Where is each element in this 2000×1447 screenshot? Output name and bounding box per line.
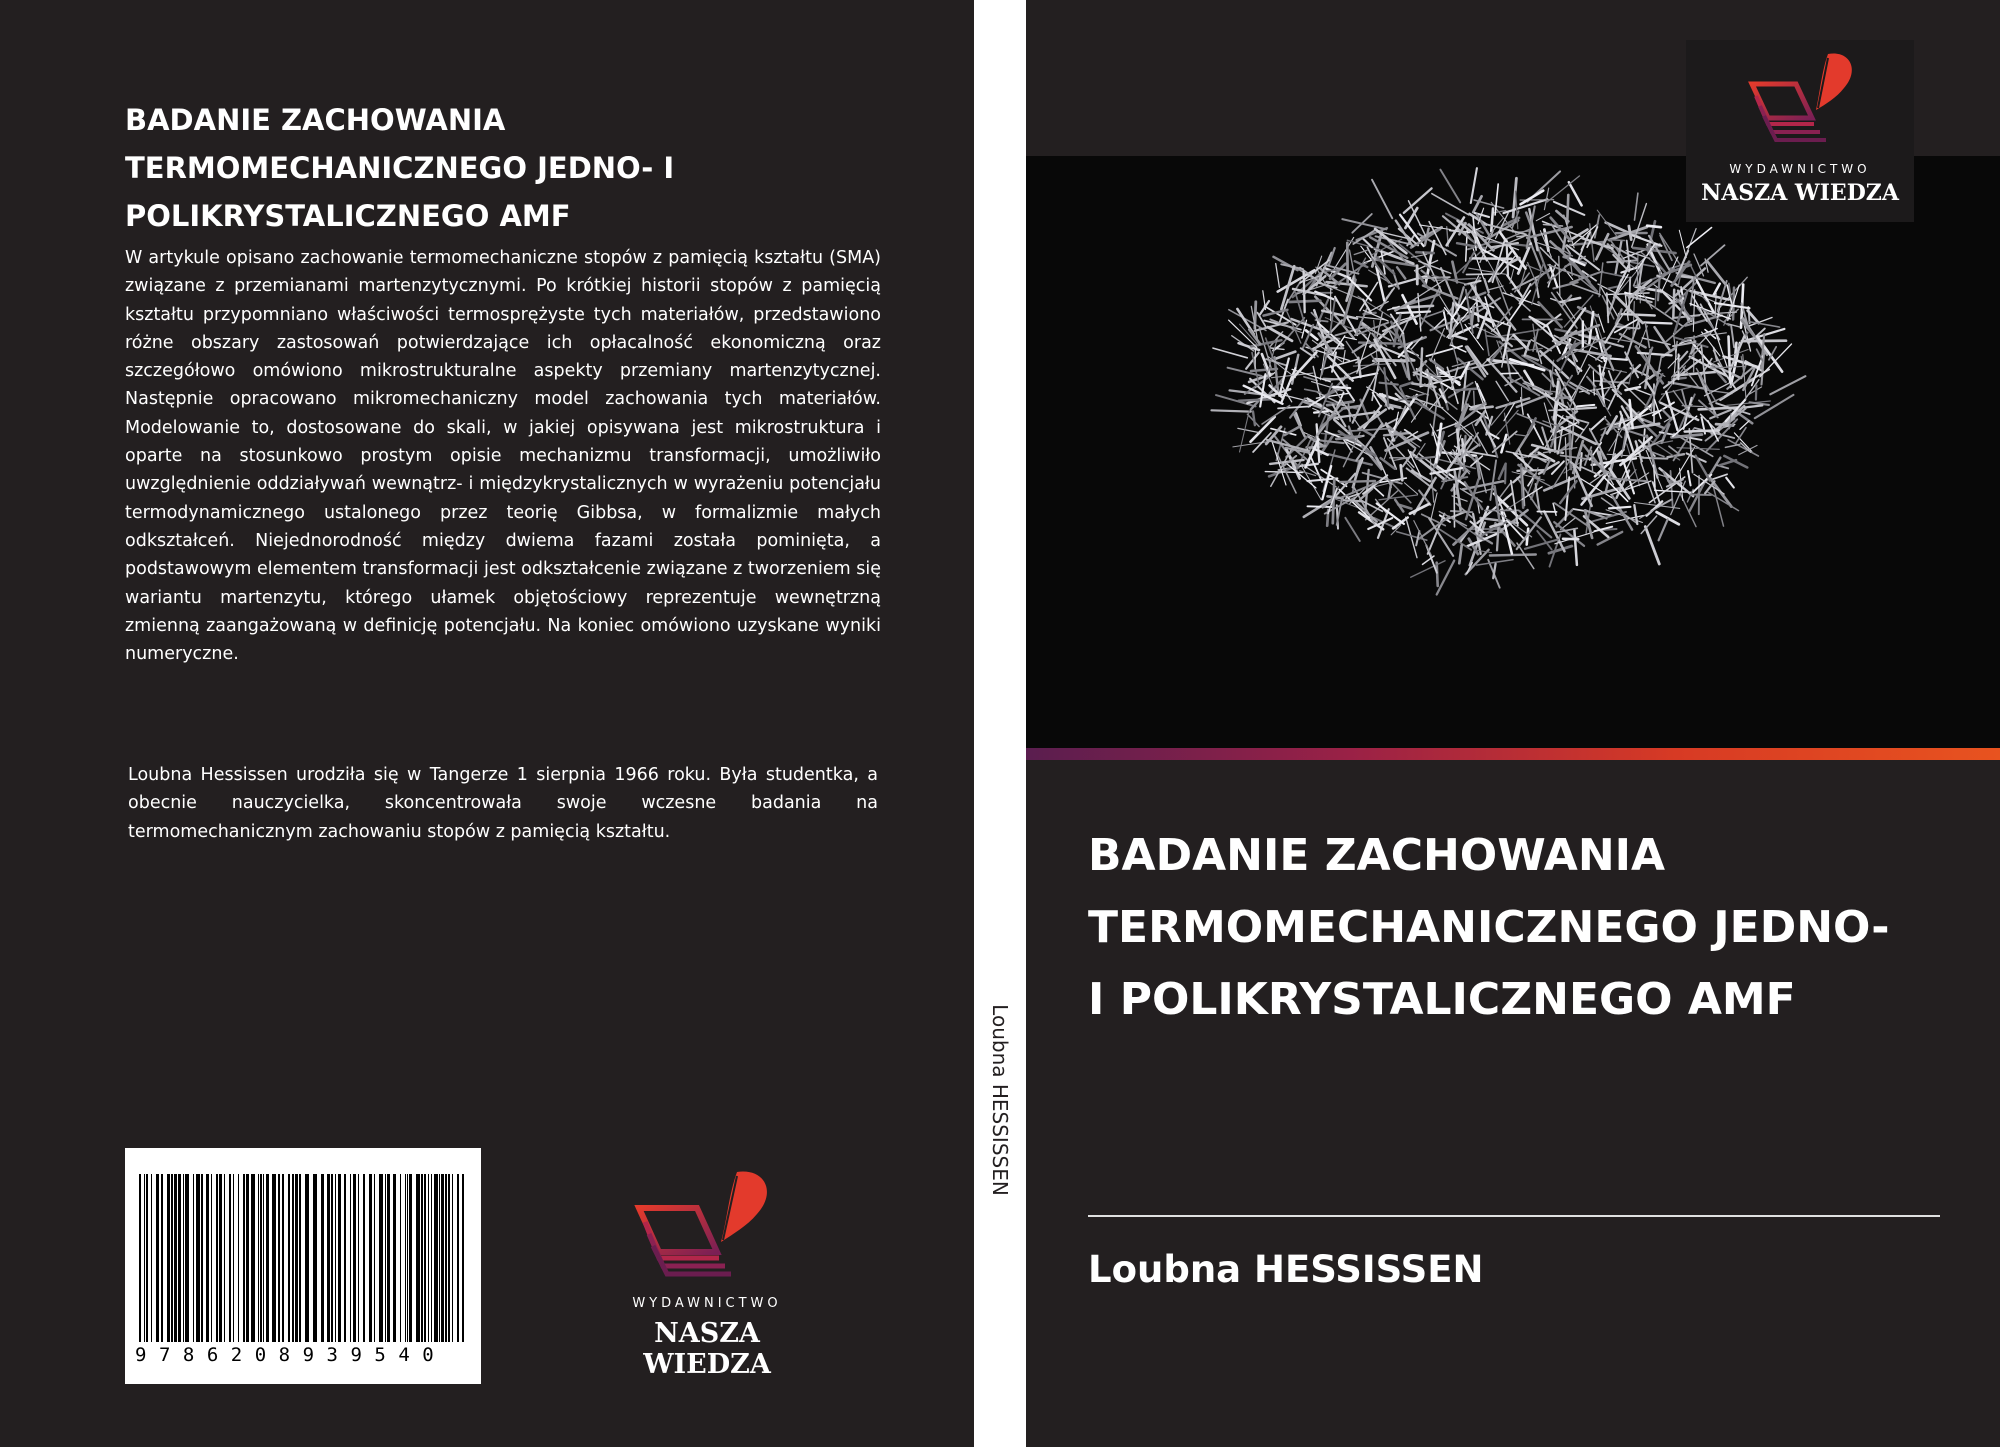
wire-segment	[1485, 329, 1489, 355]
barcode-bar	[224, 1174, 225, 1342]
wire-segment	[1716, 334, 1727, 367]
wire-segment	[1525, 540, 1558, 549]
wire-segment	[1750, 402, 1769, 405]
wire-segment	[1372, 180, 1392, 219]
publisher-logo-front	[1686, 40, 1914, 222]
barcode-bar	[393, 1174, 396, 1342]
barcode-bar	[196, 1174, 200, 1342]
barcode-bar	[185, 1174, 189, 1342]
wire-segment	[1655, 288, 1656, 308]
wire-segment	[1591, 382, 1611, 416]
barcode-bar	[431, 1174, 432, 1342]
wire-segment	[1333, 387, 1350, 388]
wire-segment	[1680, 276, 1693, 278]
barcode-bar	[167, 1174, 170, 1342]
wire-segment	[1497, 528, 1498, 550]
wire-segment	[1602, 358, 1628, 360]
barcode-bar	[327, 1174, 330, 1342]
wire-segment	[1616, 327, 1639, 329]
publisher-name-big: NASZA WIEDZA	[1701, 180, 1899, 206]
barcode-bar	[448, 1174, 450, 1342]
wire-segment	[1645, 527, 1659, 564]
author-bio: Loubna Hessissen urodziła się w Tangerze 1 sierpnia 1966 roku. Była studentka, a obecnie nauczycielka, skoncentrowała swoje wczesne badania na termomechanicznym zachowaniu stopów z pamięcią kształtu.	[128, 765, 878, 842]
wire-segment	[1437, 279, 1476, 281]
publisher-logo	[587, 1160, 827, 1380]
barcode-bar	[457, 1174, 459, 1342]
barcode-bar	[219, 1174, 222, 1342]
barcode-bar	[452, 1174, 453, 1342]
wire-segment	[1374, 487, 1383, 496]
wire-segment	[1393, 518, 1408, 529]
barcode-bar	[407, 1174, 408, 1342]
barcode-bar	[183, 1174, 184, 1342]
barcode-bar	[428, 1174, 429, 1342]
wire-segment	[1514, 335, 1528, 349]
barcode-bar	[445, 1174, 447, 1342]
barcode-bar	[216, 1174, 218, 1342]
barcode-bar	[358, 1174, 359, 1342]
barcode-bar	[295, 1174, 298, 1342]
wire-mesh	[1212, 168, 1806, 594]
wire-segment	[1384, 433, 1410, 435]
wire-segment	[1740, 421, 1749, 430]
book-quill-icon	[1686, 40, 1914, 158]
barcode-bar	[233, 1174, 234, 1342]
spine-author: Loubna HESSISSEN	[988, 1004, 1012, 1196]
wire-segment	[1275, 352, 1295, 359]
barcode-bar	[251, 1174, 255, 1342]
wire-segment	[1414, 521, 1432, 557]
wire-segment	[1574, 529, 1577, 565]
wire-segment	[1340, 481, 1375, 482]
wire-segment	[1634, 389, 1651, 396]
publisher-name-small: WYDAWNICTWO	[1729, 162, 1871, 176]
wire-segment	[1673, 290, 1674, 318]
wire-segment	[1295, 292, 1304, 322]
wire-segment	[1637, 252, 1638, 287]
wire-segment	[1731, 325, 1734, 347]
wire-segment	[1725, 444, 1739, 447]
wire-segment	[1597, 210, 1617, 237]
wire-segment	[1556, 510, 1572, 527]
wire-segment	[1599, 263, 1603, 297]
barcode-bar	[405, 1174, 406, 1342]
wire-segment	[1569, 182, 1582, 205]
wire-segment	[1343, 351, 1345, 364]
wire-segment	[1278, 406, 1310, 408]
wire-segment	[1726, 478, 1734, 488]
barcode-bar	[335, 1174, 336, 1342]
wire-segment	[1455, 389, 1478, 391]
wire-segment	[1609, 507, 1630, 509]
wire-segment	[1329, 454, 1372, 464]
wire-segment	[1756, 385, 1757, 399]
isbn-digits: 9786208939540	[135, 1344, 447, 1366]
barcode-bar	[441, 1174, 444, 1342]
barcode-bar	[156, 1174, 159, 1342]
wire-segment	[1491, 209, 1493, 232]
wire-segment	[1609, 478, 1648, 481]
back-cover-title	[125, 96, 885, 240]
wire-segment	[1701, 245, 1725, 265]
wire-segment	[1563, 539, 1578, 540]
barcode-bar	[178, 1174, 181, 1342]
barcode-bar	[282, 1174, 284, 1342]
wire-segment	[1459, 545, 1461, 563]
barcode-bar	[462, 1174, 464, 1342]
barcode-bar	[353, 1174, 356, 1342]
barcode-bar	[238, 1174, 239, 1342]
barcode-bar	[299, 1174, 301, 1342]
wire-segment	[1350, 373, 1378, 378]
wire-segment	[1401, 465, 1403, 480]
gradient-stripe	[1026, 748, 2000, 760]
wire-segment	[1368, 302, 1388, 313]
barcode-bar	[193, 1174, 194, 1342]
barcode-bar	[243, 1174, 245, 1342]
barcode-bar	[174, 1174, 177, 1342]
wire-segment	[1644, 322, 1672, 323]
wire-segment	[1659, 519, 1668, 540]
wire-segment	[1680, 492, 1697, 526]
wire-segment	[1663, 410, 1672, 419]
wire-segment	[1475, 382, 1490, 424]
barcode-bar	[151, 1174, 152, 1342]
wire-segment	[1472, 306, 1474, 324]
wire-segment	[1641, 516, 1656, 534]
back-title-line: BADANIE ZACHOWANIA	[125, 103, 506, 137]
front-title-line: I POLIKRYSTALICZNEGO AMF	[1088, 974, 1796, 1025]
front-cover	[1026, 0, 2000, 1447]
barcode-bar	[201, 1174, 203, 1342]
wire-segment	[1437, 563, 1438, 586]
wire-segment	[1501, 373, 1518, 374]
wire-segment	[1577, 405, 1594, 407]
wire-segment	[1348, 428, 1392, 431]
wire-segment	[1553, 503, 1556, 515]
wire-segment	[1687, 228, 1712, 248]
wire-segment	[1493, 431, 1517, 452]
wire-segment	[1440, 170, 1460, 203]
wire-segment	[1720, 460, 1736, 465]
barcode-bar	[229, 1174, 231, 1342]
barcode-bar	[385, 1174, 386, 1342]
wire-segment	[1421, 348, 1423, 384]
wire-segment	[1344, 500, 1363, 501]
barcode-bar	[313, 1174, 317, 1342]
wire-segment	[1455, 336, 1467, 339]
wire-segment	[1688, 471, 1691, 485]
wire-segment	[1770, 376, 1805, 394]
wire-segment	[1673, 342, 1695, 346]
wire-segment	[1605, 239, 1625, 240]
isbn-barcode	[125, 1148, 481, 1384]
wire-segment	[1552, 293, 1577, 328]
wire-segment	[1240, 411, 1250, 452]
wire-segment	[1213, 348, 1247, 358]
wire-segment	[1239, 399, 1271, 400]
barcode-bar	[338, 1174, 341, 1342]
wire-segment	[1747, 387, 1761, 396]
wire-segment	[1516, 435, 1528, 437]
barcode-bar	[211, 1174, 212, 1342]
barcode-bar	[439, 1174, 440, 1342]
wire-segment	[1657, 512, 1679, 524]
wire-segment	[1602, 498, 1638, 524]
barcode-bar	[139, 1174, 141, 1342]
wire-segment	[1304, 271, 1305, 312]
front-cover-title	[1088, 820, 1968, 1036]
wire-segment	[1308, 506, 1334, 507]
wire-segment	[1547, 433, 1570, 442]
barcode-bar	[266, 1174, 269, 1342]
barcode-bar	[278, 1174, 280, 1342]
wire-segment	[1687, 229, 1696, 252]
barcode-bar	[263, 1174, 264, 1342]
divider	[1088, 1215, 1940, 1217]
wire-segment	[1253, 412, 1255, 426]
wire-segment	[1420, 225, 1451, 230]
wire-segment	[1598, 532, 1623, 545]
wire-segment	[1347, 240, 1379, 249]
wire-segment	[1537, 531, 1552, 550]
barcode-bar	[409, 1174, 412, 1342]
wire-segment	[1635, 193, 1638, 220]
wire-segment	[1432, 194, 1469, 215]
barcode-bar	[331, 1174, 333, 1342]
publisher-name-small: WYDAWNICTWO	[632, 1296, 782, 1311]
wire-segment	[1607, 293, 1609, 322]
wire-segment	[1404, 483, 1417, 494]
barcode-bar	[146, 1174, 148, 1342]
barcode-bar	[292, 1174, 294, 1342]
wire-segment	[1490, 555, 1536, 556]
barcode-bar	[350, 1174, 351, 1342]
brain-sculpture-icon	[1026, 156, 2000, 748]
barcode-bar	[161, 1174, 163, 1342]
wire-segment	[1262, 406, 1290, 424]
barcode-bar	[246, 1174, 249, 1342]
barcode-bar	[344, 1174, 346, 1342]
wire-segment	[1379, 495, 1417, 500]
wire-segment	[1691, 495, 1711, 496]
front-title-line: TERMOMECHANICZNEGO JEDNO-	[1088, 902, 1890, 953]
wire-brain-image	[1026, 156, 2000, 748]
barcode-bar	[421, 1174, 423, 1342]
wire-segment	[1563, 355, 1581, 371]
wire-segment	[1724, 304, 1733, 326]
wire-segment	[1603, 371, 1621, 398]
barcode-bar	[288, 1174, 290, 1342]
front-title-line: BADANIE ZACHOWANIA	[1088, 830, 1666, 881]
barcode-bar	[305, 1174, 309, 1342]
book-quill-icon	[587, 1160, 827, 1290]
wire-segment	[1471, 168, 1477, 203]
wire-segment	[1276, 264, 1280, 288]
wire-segment	[1410, 389, 1429, 395]
wire-segment	[1480, 418, 1495, 447]
barcode-bar	[400, 1174, 401, 1342]
barcode-bar	[434, 1174, 438, 1342]
barcode-bar	[258, 1174, 259, 1342]
back-title-line: POLIKRYSTALICZNEGO AMF	[125, 199, 571, 233]
barcode-bar	[260, 1174, 262, 1342]
barcode-bar	[369, 1174, 372, 1342]
barcode-bar	[416, 1174, 420, 1342]
wire-segment	[1593, 371, 1594, 395]
wire-segment	[1271, 448, 1292, 486]
wire-segment	[1322, 311, 1357, 319]
wire-segment	[1294, 415, 1304, 437]
barcode-bar	[321, 1174, 324, 1342]
barcode-bar	[374, 1174, 375, 1342]
wire-segment	[1437, 561, 1455, 595]
barcode-bar	[171, 1174, 173, 1342]
barcode-bar	[363, 1174, 365, 1342]
wire-segment	[1729, 336, 1731, 382]
wire-segment	[1565, 438, 1566, 480]
wire-segment	[1238, 428, 1258, 432]
wire-segment	[1397, 267, 1405, 278]
wire-segment	[1389, 483, 1392, 498]
wire-segment	[1559, 256, 1560, 295]
wire-segment	[1536, 214, 1549, 221]
front-author: Loubna HESSISSEN	[1088, 1248, 1484, 1291]
wire-segment	[1643, 458, 1668, 459]
wire-segment	[1712, 474, 1728, 479]
wire-segment	[1345, 518, 1360, 541]
publisher-name-big: NASZA WIEDZA	[643, 1318, 771, 1380]
back-title-line: TERMOMECHANICZNEGO JEDNO- I	[125, 151, 675, 185]
wire-segment	[1380, 383, 1398, 385]
wire-segment	[1647, 226, 1661, 228]
barcode-bar	[387, 1174, 390, 1342]
barcode-bar	[379, 1174, 383, 1342]
barcode-bar	[424, 1174, 426, 1342]
abstract-text: W artykule opisano zachowanie termomechaniczne stopów z pamięcią kształtu (SMA) związane z przemianami martenzytycznymi. Po krótkiej historii stopów z pamięcią kształtu przypomniano właściwości termosprężyste tych materiałów, przedstawiono różne obszary zastosowań potwierdzające ich opłacalność ekonomiczną oraz szczegółowo omówiono mikrostrukturalne aspekty przemiany martenzytycznej. Następnie opracowano mikromechaniczny model zachowania tych materiałów. Modelowanie to, dostosowane do skali, w jakiej opisywana jest mikrostruktura i oparte na stosunkowo prostym opisie mechanizmu transformacji, umożliwiło uwzględnienie oddziaływań wewnątrz- i międzykrystalicznych w wyrażeniu potencjału termodynamicznego ustalonego przez teorię Gibbsa, w formalizmie małych odkształceń. Niejednorodność między dwiema fazami została pominięta, a podstawowym elementem transformacji jest odkształcenie związane z tworzeniem się wariantu martenzytu, którego ułamek objętościowy reprezentuje wewnętrzną zmienną zaangażowaną w definicję potencjału. Na koniec omówiono uzyskane wyniki numeryczne.	[125, 248, 881, 665]
wire-segment	[1660, 403, 1698, 420]
wire-segment	[1431, 328, 1445, 361]
wire-segment	[1417, 457, 1435, 459]
wire-segment	[1646, 380, 1654, 393]
wire-segment	[1397, 312, 1430, 314]
barcode-bars	[137, 1174, 469, 1342]
wire-segment	[1286, 449, 1300, 479]
wire-segment	[1268, 327, 1292, 341]
wire-segment	[1411, 561, 1445, 577]
wire-segment	[1386, 288, 1394, 298]
wire-segment	[1581, 467, 1600, 476]
barcode-bar	[272, 1174, 276, 1342]
barcode-bar	[144, 1174, 145, 1342]
wire-segment	[1474, 391, 1475, 405]
wire-segment	[1473, 196, 1481, 212]
wire-segment	[1745, 405, 1763, 407]
back-cover	[0, 0, 974, 1447]
wire-segment	[1679, 230, 1686, 257]
wire-segment	[1629, 226, 1631, 240]
spine	[974, 0, 1026, 1447]
wire-segment	[1550, 360, 1554, 395]
wire-segment	[1212, 410, 1251, 411]
barcode-bar	[206, 1174, 209, 1342]
wire-segment	[1416, 252, 1433, 253]
wire-segment	[1401, 383, 1413, 387]
